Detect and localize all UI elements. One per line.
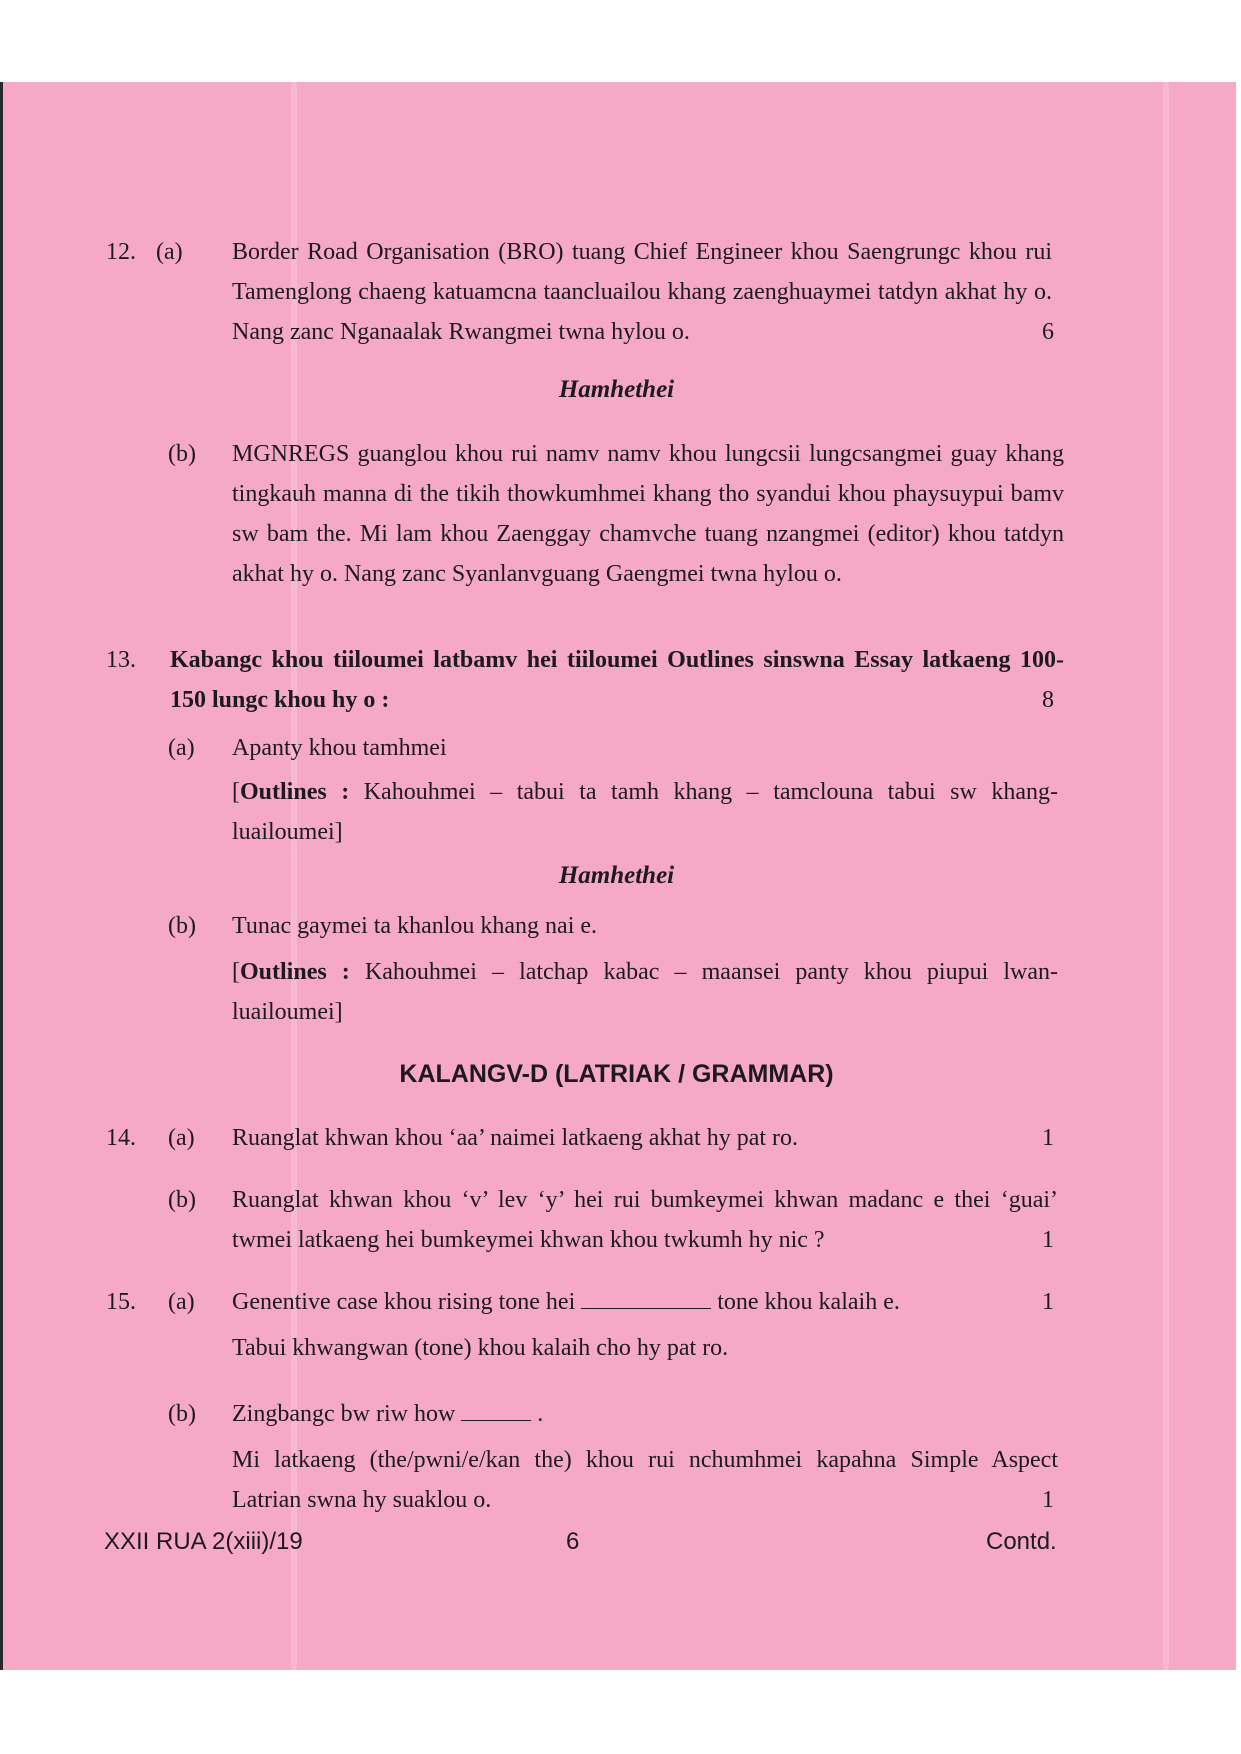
question-13-number: 13. bbox=[106, 647, 136, 673]
page-number: 6 bbox=[566, 1528, 580, 1555]
question-15b-text bbox=[232, 1394, 543, 1434]
question-13a-label: (a) bbox=[168, 735, 195, 761]
question-12a-text: Border Road Organisation (BRO) tuang Chief Engineer khou Saengrungc khou rui Tamenglong chaeng katuamcna taancluailou khang zaenghuaymei tatdyn akhat hy o. Nang zanc Nganaalak Rwangmei twna hylou o. bbox=[232, 239, 1052, 345]
continued-label: Contd. bbox=[986, 1528, 1057, 1555]
text-after-blank: tone khou kalaih e. bbox=[717, 1289, 900, 1315]
question-14a-label: (a) bbox=[168, 1125, 195, 1151]
question-13b-outline: [Outlines : Kahouhmei – latchap kabac – maansei panty khou piupui lwan-luailoumei] bbox=[232, 959, 1058, 1025]
text-after-blank: . bbox=[537, 1401, 544, 1427]
question-15-number: 15. bbox=[106, 1289, 136, 1315]
fill-blank[interactable] bbox=[461, 1398, 531, 1421]
question-15b-label: (b) bbox=[168, 1401, 196, 1427]
question-12b-label: (b) bbox=[168, 441, 196, 467]
question-13b-title: Tunac gaymei ta khanlou khang nai e. bbox=[232, 913, 598, 939]
question-13-marks: 8 bbox=[1042, 687, 1054, 713]
question-14b-text: Ruanglat khwan khou ‘v’ lev ‘y’ hei rui bumkeymei khwan madanc e thei ‘guai’ twmei latkaeng hei bumkeymei khwan khou twkumh hy nic ? bbox=[232, 1187, 1058, 1253]
question-15a-marks: 1 bbox=[1042, 1289, 1054, 1315]
paper-code: XXII RUA 2(xiii)/19 bbox=[104, 1528, 303, 1555]
question-15a-label: (a) bbox=[168, 1289, 195, 1315]
question-12b-text: MGNREGS guanglou khou rui namv namv khou lungcsii lungcsangmei guay khang tingkauh manna di the tikih thowkumhmei khang tho syandui khou phaysuypui bamv sw bam the. Mi lam khou Zaenggay chamvche tuang nzangmei (editor) khou tatdyn akhat hy o. Nang zanc Syanlanvguang Gaengmei twna hylou o. bbox=[232, 441, 1064, 587]
outline-text: Kahouhmei – latchap kabac – maansei panty khou piupui lwan-luailoumei] bbox=[232, 959, 1058, 1025]
question-13b-label: (b) bbox=[168, 913, 196, 939]
question-12a-marks: 6 bbox=[1042, 319, 1054, 345]
outline-label: Outlines : bbox=[240, 779, 350, 805]
question-15a-text bbox=[232, 1282, 900, 1322]
fill-blank[interactable] bbox=[581, 1286, 711, 1309]
question-13-instruction: Kabangc khou tiiloumei latbamv hei tiiloumei Outlines sinswna Essay latkaeng 100-150 lungc khou hy o : bbox=[170, 647, 1064, 713]
section-title: KALANGV-D (LATRIAK / GRAMMAR) bbox=[399, 1060, 834, 1088]
question-14a-marks: 1 bbox=[1042, 1125, 1054, 1151]
question-12a-label: (a) bbox=[156, 239, 183, 265]
outline-label: Outlines : bbox=[240, 959, 350, 985]
question-15b-text2: Mi latkaeng (the/pwni/e/kan the) khou rui nchumhmei kapahna Simple Aspect Latrian swna hy suaklou o. bbox=[232, 1447, 1058, 1513]
or-separator: Hamhethei bbox=[558, 376, 675, 403]
question-13a-title: Apanty khou tamhmei bbox=[232, 735, 447, 761]
question-15b-marks: 1 bbox=[1042, 1487, 1054, 1513]
question-13a-outline: [Outlines : Kahouhmei – tabui ta tamh khang – tamclouna tabui sw khang-luailoumei] bbox=[232, 779, 1058, 845]
question-14b-marks: 1 bbox=[1042, 1227, 1054, 1253]
question-14-number: 14. bbox=[106, 1125, 136, 1151]
outline-text: Kahouhmei – tabui ta tamh khang – tamclouna tabui sw khang-luailoumei] bbox=[232, 779, 1058, 845]
question-12-number: 12. bbox=[106, 239, 136, 265]
text-before-blank: Genentive case khou rising tone hei bbox=[232, 1289, 576, 1315]
question-14a-text: Ruanglat khwan khou ‘aa’ naimei latkaeng akhat hy pat ro. bbox=[232, 1125, 799, 1151]
question-14b-label: (b) bbox=[168, 1187, 196, 1213]
or-separator: Hamhethei bbox=[558, 862, 675, 889]
question-15a-line2: Tabui khwangwan (tone) khou kalaih cho hy pat ro. bbox=[232, 1335, 729, 1361]
text-before-blank: Zingbangc bw riw how bbox=[232, 1401, 456, 1427]
